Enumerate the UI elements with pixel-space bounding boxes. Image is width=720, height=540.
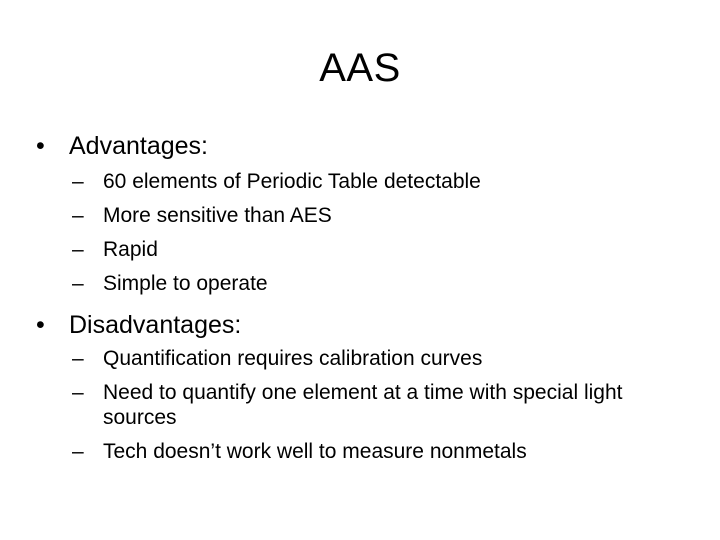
dash-marker: – <box>72 347 84 370</box>
bullet-marker: • <box>36 132 45 160</box>
bullet-marker: • <box>36 311 45 339</box>
list-item <box>72 380 663 430</box>
dash-marker: – <box>72 381 84 404</box>
list-item-text: Tech doesn’t work well to measure nonmetals <box>103 440 527 463</box>
dash-marker: – <box>72 272 84 295</box>
list-item <box>72 237 663 262</box>
dash-marker: – <box>72 204 84 227</box>
list-item <box>72 439 663 464</box>
list-item <box>72 203 663 228</box>
advantages-list <box>72 169 663 305</box>
disadvantages-list <box>72 346 663 473</box>
list-item <box>72 346 663 371</box>
bullet-advantages <box>36 131 208 161</box>
list-item <box>72 169 663 194</box>
list-item-text: 60 elements of Periodic Table detectable <box>103 170 481 193</box>
bullet-label: Disadvantages: <box>69 311 242 339</box>
list-item <box>72 271 663 296</box>
list-item-text: More sensitive than AES <box>103 204 332 227</box>
list-item-text: Quantification requires calibration curves <box>103 347 483 370</box>
dash-marker: – <box>72 238 84 261</box>
list-item-text: Need to quantify one element at a time with special light sources <box>103 381 623 429</box>
dash-marker: – <box>72 170 84 193</box>
bullet-label: Advantages: <box>69 132 208 160</box>
dash-marker: – <box>72 440 84 463</box>
slide-title: AAS <box>319 46 401 90</box>
list-item-text: Rapid <box>103 238 158 261</box>
list-item-text: Simple to operate <box>103 272 268 295</box>
bullet-disadvantages <box>36 310 241 340</box>
